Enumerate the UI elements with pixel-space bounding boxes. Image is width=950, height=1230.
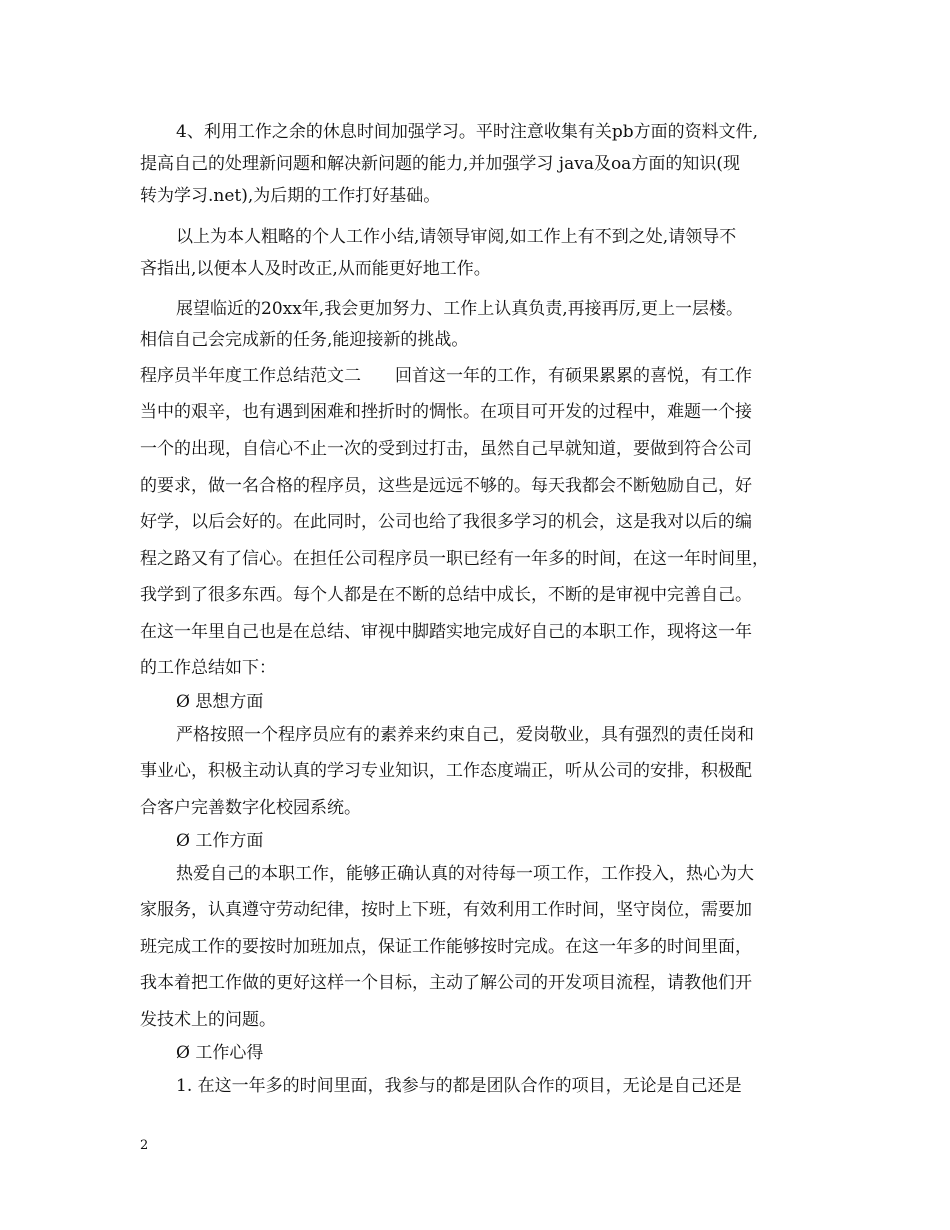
text-line: 程之路又有了信心。在担任公司程序员一职已经有一年多的时间，在这一年时间里，: [140, 549, 769, 569]
text-line: 程序员半年度工作总结范文二 回首这一年的工作，有硕果累累的喜悦，有工作: [140, 366, 752, 386]
page-number: 2: [140, 1138, 149, 1153]
text-line: 我本着把工作做的更好这样一个目标，主动了解公司的开发项目流程，请教他们开: [140, 973, 752, 993]
text-line: 我学到了很多东西。每个人都是在不断的总结中成长，不断的是审视中完善自己。: [140, 585, 752, 605]
text-line: 提高自己的处理新问题和解决新问题的能力,并加强学习 java及oa方面的知识(现: [140, 154, 740, 174]
text-line: 的工作总结如下：: [140, 658, 276, 678]
text-line: 发技术上的问题。: [140, 1010, 276, 1030]
text-line: 在这一年里自己也是在总结、审视中脚踏实地完成好自己的本职工作，现将这一年: [140, 622, 752, 642]
text-line: 合客户完善数字化校园系统。: [140, 798, 361, 818]
text-line: 以上为本人粗略的个人工作小结,请领导审阅,如工作上有不到之处,请领导不: [176, 227, 737, 247]
section-heading: Ø 思想方面: [176, 692, 264, 712]
text-line: 好学，以后会好的。在此同时，公司也给了我很多学习的机会，这是我对以后的编: [140, 512, 752, 532]
text-line: 班完成工作的要按时加班加点，保证工作能够按时完成。在这一年多的时间里面，: [140, 937, 752, 957]
text-line: 相信自己会完成新的任务,能迎接新的挑战。: [140, 330, 469, 350]
text-line: 吝指出,以便本人及时改正,从而能更好地工作。: [140, 259, 491, 279]
text-line: 热爱自己的本职工作，能够正确认真的对待每一项工作，工作投入，热心为大: [176, 864, 754, 884]
text-line: 事业心，积极主动认真的学习专业知识，工作态度端正，听从公司的安排，积极配: [140, 761, 752, 781]
text-line: 展望临近的20xx年,我会更加努力、工作上认真负责,再接再厉,更上一层楼。: [176, 299, 744, 319]
section-heading: Ø 工作方面: [176, 831, 264, 851]
text-line: 的要求，做一名合格的程序员，这些是远远不够的。每天我都会不断勉励自己，好: [140, 476, 752, 496]
text-line: 当中的艰辛，也有遇到困难和挫折时的惆怅。在项目可开发的过程中，难题一个接: [140, 402, 752, 422]
text-line: 转为学习.net),为后期的工作打好基础。: [140, 186, 441, 206]
text-line: 一个的出现，自信心不止一次的受到过打击，虽然自己早就知道，要做到符合公司: [140, 439, 752, 459]
section-heading: Ø 工作心得: [176, 1043, 264, 1063]
text-line: 严格按照一个程序员应有的素养来约束自己，爱岗敬业，具有强烈的责任岗和: [176, 725, 754, 745]
text-line: 家服务，认真遵守劳动纪律，按时上下班，有效利用工作时间，坚守岗位，需要加: [140, 900, 752, 920]
text-line: 4、利用工作之余的休息时间加强学习。平时注意收集有关pb方面的资料文件,: [176, 122, 758, 142]
text-line: 1. 在这一年多的时间里面，我参与的都是团队合作的项目，无论是自己还是: [176, 1076, 742, 1096]
